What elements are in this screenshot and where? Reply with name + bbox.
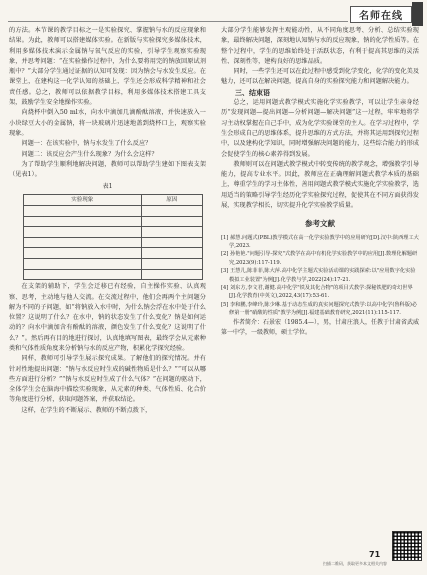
footer-note: 扫描二维码，获取更多本文相关内容	[323, 561, 387, 566]
table-body	[24, 206, 203, 280]
experiment-procedure: 向烧杯中倒入50 ml水，向水中滴加几滴酚酞溶液，并快速放入一小块绿豆大小的金属钠，将一块玻璃片迅速地盖到烧杯口上，观察实验现象。	[9, 109, 206, 137]
paragraph: 同样，教师可引导学生展示探究成果。了解他们的探究情况。并有针对性地提出问题：“钠与水反应时生成的碱性物质是什么？”“可以从哪些方面进行分析？”“钠与水反应时生成了什么气体？”在问题的驱动下，全体学生会在脑海中描绘实验现象，从元素的种类、气体性质、化合价等角度进行分析，获取问题答案，并获取结论。	[9, 355, 206, 404]
table-cell	[24, 206, 142, 217]
table-cell	[24, 227, 142, 238]
question-2: 问题二：该反应会产生什么现象？为什么会这样？	[21, 150, 158, 158]
table-cell	[24, 216, 142, 227]
column-title: 名师在线	[359, 11, 403, 22]
table-row	[24, 237, 203, 248]
table-cell	[141, 248, 202, 259]
table-cell	[141, 216, 202, 227]
table-cell	[141, 227, 202, 238]
left-column	[9, 26, 206, 416]
table-cell	[141, 259, 202, 270]
reference-item: [4] 刘东方,李文君,谢健.高中化学"铁及其化合物"的项目式教学:探秘铁肥的奇幻世界[J].化学教育(中英文),2022,43(17):53-61.	[221, 285, 413, 300]
table-row	[24, 248, 203, 259]
question-1: 问题一：在该实验中，钠与水发生了什么反应？	[21, 140, 152, 148]
table-cell	[141, 206, 202, 217]
reference-item: [1] 郝慧.问题式(PBL)教学模式在高一化学实验教学中的应用研究[D].汉中:陕西理工大学,2023.	[221, 234, 419, 250]
paragraph: 为了帮助学生顺利地解决问题，教师可以帮助学生建如下图表支架（见表1）。	[9, 160, 206, 179]
table-cell	[24, 237, 142, 248]
header-side-bar	[412, 2, 423, 26]
paragraph: 总之，运用问题式教学模式实施化学实验教学，可以让学生亲身经历“发现问题—提出问题—分析问题—解决问题”这一过程，牢牢地将学习主动权掌握在自己手中，成为化学实验课堂的主人。在学习过程中，学生会形成自己的思维体系，提升思维的方式方法，并将其运用到探究过程中，以及建构化学知识，同时增强解决问题的能力，这些综合能力的形成会促使学生的核心素养得到发展。	[221, 99, 419, 158]
table-cell	[24, 248, 142, 259]
paragraph: 教师则可以在问题式教学模式中转变传统的教学观念，增强教学引导能力，提高专业水平。因此，教师应在正确理解问题式教学本质的基础上，尊重学生的学习主体性，善用问题式教学模式实施化学实验教学，选用适当的策略引导学生经历化学实验探究过程，促使其在不同方面获得发展，实现教学相长，切实提升化学实验教学质量。	[221, 160, 420, 210]
scaffold-table	[23, 194, 203, 280]
table-header-reason: 原因	[141, 194, 202, 205]
table-cell	[24, 259, 142, 270]
paragraph: 的方法。本节课的教学目标之一是实验探究、掌握钠与水的反应现象和结果。为此，教师可以搭建媒体实验。在新版与实验探究多媒体技术，利用多媒体技术演示金属钠与氧气反应的实验，引导学生观察实验现象，并思考问题：“在实验操作过程中，为什么要将用完的钠放回原试剂瓶中？”大部分学生通过证据的认知可发现：因为钠会与水发生反应。在课堂上，在建构这一化学认知的基础上，学生还会形成科学精神和社会责任感。总之，教师可以依据教学目标，利用多媒体技术搭建工具支架，鼓励学生安全地操作实验。	[9, 27, 206, 107]
paragraph: 在支架的辅助下，学生会迁移已有经验，自主操作实验、认真观察、思考，主动地与他人交流。在交流过程中，他们会再两个主问题分解为不同的子问题，如“将钠放入水中时，为什么钠会浮在水中处于什么位置？这说明了什么？在水中，钠的状态发生了什么变化？钠是如何运动的？向水中滴加含有酚酞的溶液，颜色发生了什么变化？这说明了什么？”。然后再有目的地进行探讨，认真地填写图表，最终学会从元素种类和气体性质角度来分析钠与水的反应产物，积累化学探究经验。	[9, 283, 206, 352]
page-number: 71	[369, 550, 381, 559]
table-cell	[24, 269, 142, 280]
qr-code[interactable]	[392, 531, 422, 561]
references-list	[221, 234, 419, 318]
table-title: 表1	[102, 183, 113, 191]
table-row	[24, 269, 203, 280]
references-title: 参考文献	[305, 219, 335, 229]
table-row	[24, 206, 203, 217]
paragraph: 同时，一些学生还可以在此过程中感受到化学变化，化学的变化美及魅力，还可以在解决问题，提高自身的实验探究能力和问题解决能力。	[221, 68, 420, 86]
table-row	[24, 259, 203, 270]
table-row	[24, 216, 203, 227]
paragraph: 大部分学生能够发挥主观能动性，从不同角度思考、分析、总结实验现象，最终解决问题，深刻地认知钠与水的反应现象，钠的化学性质等。在整个过程中，学生的思维始终处于活跃状态，有利于提高其思维的灵活性、深刻性等，建构良好的思维品质。	[221, 27, 419, 65]
header-rule	[8, 21, 348, 22]
paragraph: 这样，在学生的不断展示、教师的不断点拨下，	[21, 406, 152, 414]
table-header-phenomenon: 实验现象	[24, 194, 142, 205]
table-cell	[141, 237, 202, 248]
table-row	[24, 227, 203, 238]
table-cell	[141, 269, 202, 280]
author-bio: 作者简介：石景宏（1985.4—），男，甘肃庄浪人，任教于甘肃省武威第一中学，一级教师，硕士学位。	[221, 318, 419, 336]
reference-item: [3] 王慧儿,陈菲菲,陈大萍.高中化学主题式实验活动课的实践探索:以"应用数字化实验模拟工业装置"为例[J].化学教与学,2022(24):17-21.	[221, 268, 416, 283]
section-heading: 三、结束语	[235, 88, 270, 97]
right-column	[221, 26, 419, 338]
reference-item: [5] 李和鹏,李峰玲,陈少琳.基于动态生成的真实问题探究式教学:以高中化学(鲁科版)必修第一册"硝酸的性质"教学为例[J].福建基础教育研究,2021(11):115-117.	[221, 301, 418, 317]
reference-item: [2] 孙艳艳."问题引导-探究"式教学在高中有机化学实验教学中的应用[J].数理化解题研究,2023(9):117-119.	[221, 251, 418, 266]
